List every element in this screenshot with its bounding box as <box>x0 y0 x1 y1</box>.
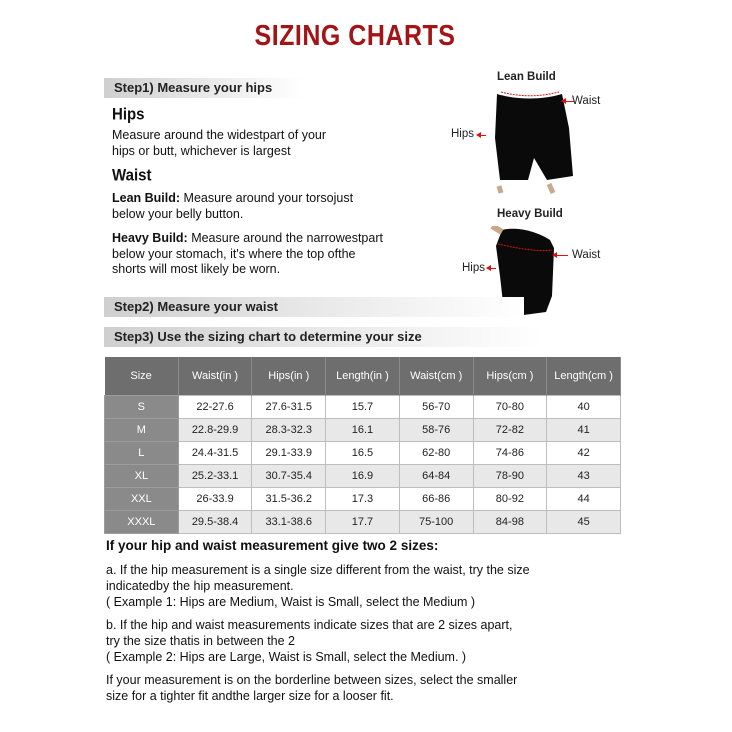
lean-hips-arrow-head <box>476 132 481 138</box>
page-title: SIZING CHARTS <box>254 19 456 53</box>
table-cell: 72-82 <box>473 419 547 442</box>
hips-line-1: Measure around the widestpart of your <box>112 128 327 142</box>
table-cell: 29.5-38.4 <box>178 511 252 534</box>
note-c-line-2: size for a tighter fit andthe larger size for a looser fit. <box>106 689 394 703</box>
waist-heading: Waist <box>112 166 152 185</box>
note-b-example: ( Example 2: Hips are Large, Waist is Small, select the Medium. ) <box>106 650 467 664</box>
heavy-line-1: Measure around the narrowestpart <box>187 231 383 245</box>
header-size: Size <box>105 357 179 396</box>
step1-banner: Step1) Measure your hips <box>104 78 304 98</box>
table-row <box>105 419 621 442</box>
table-cell: 40 <box>547 396 621 419</box>
heavy-waist-arrow <box>556 255 568 256</box>
note-a <box>106 562 626 610</box>
table-row <box>105 442 621 465</box>
heavy-line-3: shorts will most likely be worn. <box>112 262 281 276</box>
table-cell: 74-86 <box>473 442 547 465</box>
table-cell: 43 <box>547 465 621 488</box>
table-cell: 66-86 <box>399 488 473 511</box>
table-cell: 17.7 <box>326 511 400 534</box>
table-cell: 70-80 <box>473 396 547 419</box>
table-cell: 41 <box>547 419 621 442</box>
table-cell: 31.5-36.2 <box>252 488 326 511</box>
hips-heading: Hips <box>112 105 145 124</box>
note-b <box>106 617 626 665</box>
table-cell: 78-90 <box>473 465 547 488</box>
heavy-hips-label: Hips <box>462 262 486 274</box>
table-cell: 56-70 <box>399 396 473 419</box>
table-cell: 16.5 <box>326 442 400 465</box>
table-row <box>105 465 621 488</box>
table-cell: 64-84 <box>399 465 473 488</box>
note-a-example: ( Example 1: Hips are Medium, Waist is Small, select the Medium ) <box>106 595 476 609</box>
table-row <box>105 488 621 511</box>
note-b-line-1: b. If the hip and waist measurements indicate sizes that are 2 sizes apart, <box>106 618 513 632</box>
lean-hips-label: Hips <box>451 128 475 140</box>
table-cell: 27.6-31.5 <box>252 396 326 419</box>
note-a-line-1: a. If the hip measurement is a single size different from the waist, try the size <box>106 563 530 577</box>
table-cell: 75-100 <box>399 511 473 534</box>
size-cell: XL <box>105 465 179 488</box>
heavy-build-label: Heavy Build: <box>112 231 188 245</box>
table-cell: 58-76 <box>399 419 473 442</box>
size-cell: S <box>105 396 179 419</box>
table-cell: 29.1-33.9 <box>252 442 326 465</box>
table-cell: 26-33.9 <box>178 488 252 511</box>
note-a-line-2: indicatedby the hip measurement. <box>106 579 294 593</box>
table-cell: 80-92 <box>473 488 547 511</box>
table-cell: 28.3-32.3 <box>252 419 326 442</box>
lean-waist-label: Waist <box>572 95 601 107</box>
lean-build-title: Lean Build <box>497 71 556 83</box>
heavy-line-2: below your stomach, it's where the top ofthe <box>112 246 356 261</box>
step2-banner: Step2) Measure your waist <box>104 297 524 317</box>
table-cell: 45 <box>547 511 621 534</box>
table-cell: 22-27.6 <box>178 396 252 419</box>
table-cell: 30.7-35.4 <box>252 465 326 488</box>
table-cell: 33.1-38.6 <box>252 511 326 534</box>
size-chart-table <box>104 357 621 534</box>
header-waist-cm: Waist(cm ) <box>399 357 473 396</box>
table-cell: 16.1 <box>326 419 400 442</box>
hips-line-2: hips or butt, whichever is largest <box>112 143 291 158</box>
size-cell: M <box>105 419 179 442</box>
lean-line-1: Measure around your torsojust <box>180 191 354 205</box>
heavy-build-description <box>112 231 383 278</box>
hips-description <box>112 128 326 159</box>
table-cell: 17.3 <box>326 488 400 511</box>
lean-build-description <box>112 191 353 222</box>
table-header-row <box>105 357 621 396</box>
table-cell: 62-80 <box>399 442 473 465</box>
header-hips-cm: Hips(cm ) <box>473 357 547 396</box>
table-cell: 16.9 <box>326 465 400 488</box>
two-sizes-heading: If your hip and waist measurement give two 2 sizes: <box>106 538 439 553</box>
note-c-line-1: If your measurement is on the borderline between sizes, select the smaller <box>106 673 518 687</box>
header-waist-in: Waist(in ) <box>178 357 252 396</box>
step3-banner: Step3) Use the sizing chart to determine your size <box>104 327 544 347</box>
lean-line-2: below your belly button. <box>112 206 244 221</box>
size-cell: XXXL <box>105 511 179 534</box>
table-row <box>105 396 621 419</box>
table-cell: 42 <box>547 442 621 465</box>
table-cell: 22.8-29.9 <box>178 419 252 442</box>
lean-build-label: Lean Build: <box>112 191 181 205</box>
size-cell: XXL <box>105 488 179 511</box>
table-cell: 44 <box>547 488 621 511</box>
heavy-build-title: Heavy Build <box>497 208 563 220</box>
size-cell: L <box>105 442 179 465</box>
table-cell: 15.7 <box>326 396 400 419</box>
header-length-in: Length(in ) <box>326 357 400 396</box>
heavy-hips-arrow-head <box>486 265 491 271</box>
note-c <box>106 672 626 704</box>
header-hips-in: Hips(in ) <box>252 357 326 396</box>
header-length-cm: Length(cm ) <box>547 357 621 396</box>
table-cell: 25.2-33.1 <box>178 465 252 488</box>
heavy-waist-label: Waist <box>572 249 601 261</box>
note-b-line-2: try the size thatis in between the 2 <box>106 634 295 648</box>
heavy-waist-arrow-head <box>552 252 557 258</box>
table-cell: 84-98 <box>473 511 547 534</box>
lean-waist-arrow-head <box>561 98 566 104</box>
table-cell: 24.4-31.5 <box>178 442 252 465</box>
table-row <box>105 511 621 534</box>
